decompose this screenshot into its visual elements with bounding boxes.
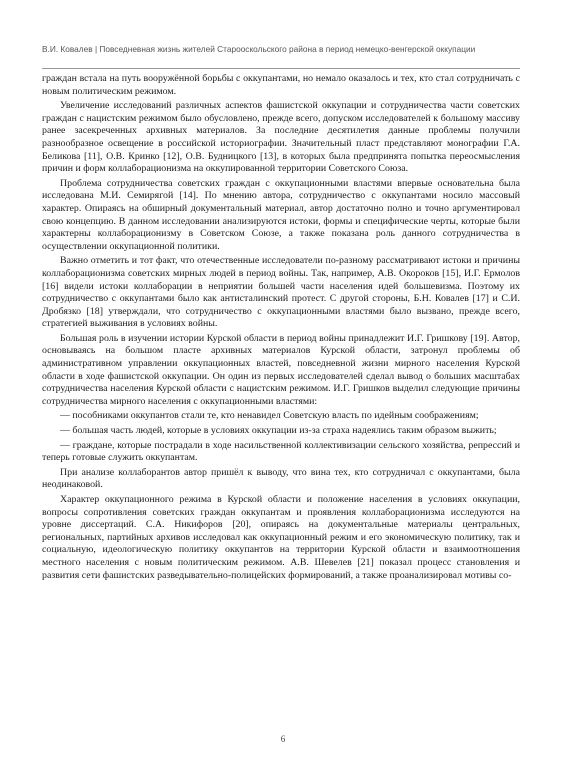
- header-divider: [42, 68, 520, 69]
- paragraph: Важно отметить и тот факт, что отечественные исследователи по-разному рассматривают истоки и причины коллаборационизма советских мирных людей в период войны. Так, например, А.В. Окороков [15], И.Г. Ермолов [16] видели истоки коллаборации в неприятии большей части населения идей большевизма. Поэтому их сотрудничество с оккупантами было как антисталинский протест. С другой стороны, Б.Н. Ковалев [17] и С.И. Дробязко [18] утверждали, что сотрудничество с оккупационными властями было вызвано, прежде всего, стратегией выживания в условиях войны.: [42, 255, 520, 330]
- page-number: 6: [280, 734, 286, 744]
- paragraph: Характер оккупационного режима в Курской области и положение населения в условиях оккупации, вопросы сопротивления советских граждан оккупантам и проявления коллаборационизма исследуются на уровне диссертаций. С.А. Никифоров [20], опираясь на документальные материалы центральных, региональных, партийных архивов исследовал как оккупационный режим и его экономическую политику, так и социальную, идеологическую политику оккупантов на территории Курской области и взаимоотношения местного населения с новым политическим режимом. А.В. Шевелев [21] показал процесс становления и развития сети фашистских разведывательно-полицейских формирований, а также проанализировал мотивы со-: [42, 494, 520, 581]
- paragraph: Увеличение исследований различных аспектов фашистской оккупации и сотрудничества части советских граждан с нацистским режимом было обусловлено, прежде всего, допуском исследователей к большому массиву ранее засекреченных архивных материалов. За последние десятилетия данные проблемы получили разнообразное освещение в российской историографии. Значительный пласт представляют монографии Г.А. Беликова [11], О.В. Кринко [12], О.В. Будницкого [13], в которых была предпринята попытка переосмысления причин и форм коллаборационизма на оккупированной территории Советского Союза.: [42, 100, 520, 175]
- running-header: В.И. Ковалев | Повседневная жизнь жителей Старооскольского района в период немецко-венгерской оккупации: [42, 44, 476, 54]
- paragraph: Большая роль в изучении истории Курской области в период войны принадлежит И.Г. Гришкову [19]. Автор, основываясь на большом пласте архивных материалов Курской области, затронул проблемы об административном управлении оккупационных властей, повседневной жизни мирного населения Курской области в ходе фашистской оккупации. Он один из первых исследователей сделал вывод о больших масштабах сотрудничества населения Курской области с нацистским режимом. И.Г. Гришков выделил следующие причины сотрудничества мирного населения с оккупационными властями:: [42, 332, 520, 407]
- paragraph: Проблема сотрудничества советских граждан с оккупационными властями впервые основательна была исследована М.И. Семирягой [14]. По мнению автора, сотрудничество с оккупантами носило массовый характер. Опираясь на обширный документальный материал, автор достаточно полно и точно аргументировал свою концепцию. В данном исследовании анализируются истоки, формы и специфические черты, которые были характерны коллаборационизму в Советском Союзе, а также показана роль данного сотрудничества в осуществлении оккупационной политики.: [42, 177, 520, 252]
- paragraph: При анализе коллаборантов автор пришёл к выводу, что вина тех, кто сотрудничал с оккупантами, была неодинаковой.: [42, 466, 520, 491]
- list-item: — большая часть людей, которые в условиях оккупации из-за страха надеялись таким образом выжить;: [60, 425, 497, 437]
- list-item: — граждане, которые пострадали в ходе насильственной коллективизации сельского хозяйства, репрессий и теперь готовые служить оккупантам.: [42, 439, 520, 464]
- list-item: — пособниками оккупантов стали те, кто ненавидел Советскую власть по идейным соображениям;: [60, 410, 479, 422]
- body-text: [42, 73, 520, 584]
- paragraph: граждан встала на путь вооружённой борьбы с оккупантами, но немало оказалось и тех, кто стал сотрудничать с новым политическим режимом.: [42, 73, 520, 97]
